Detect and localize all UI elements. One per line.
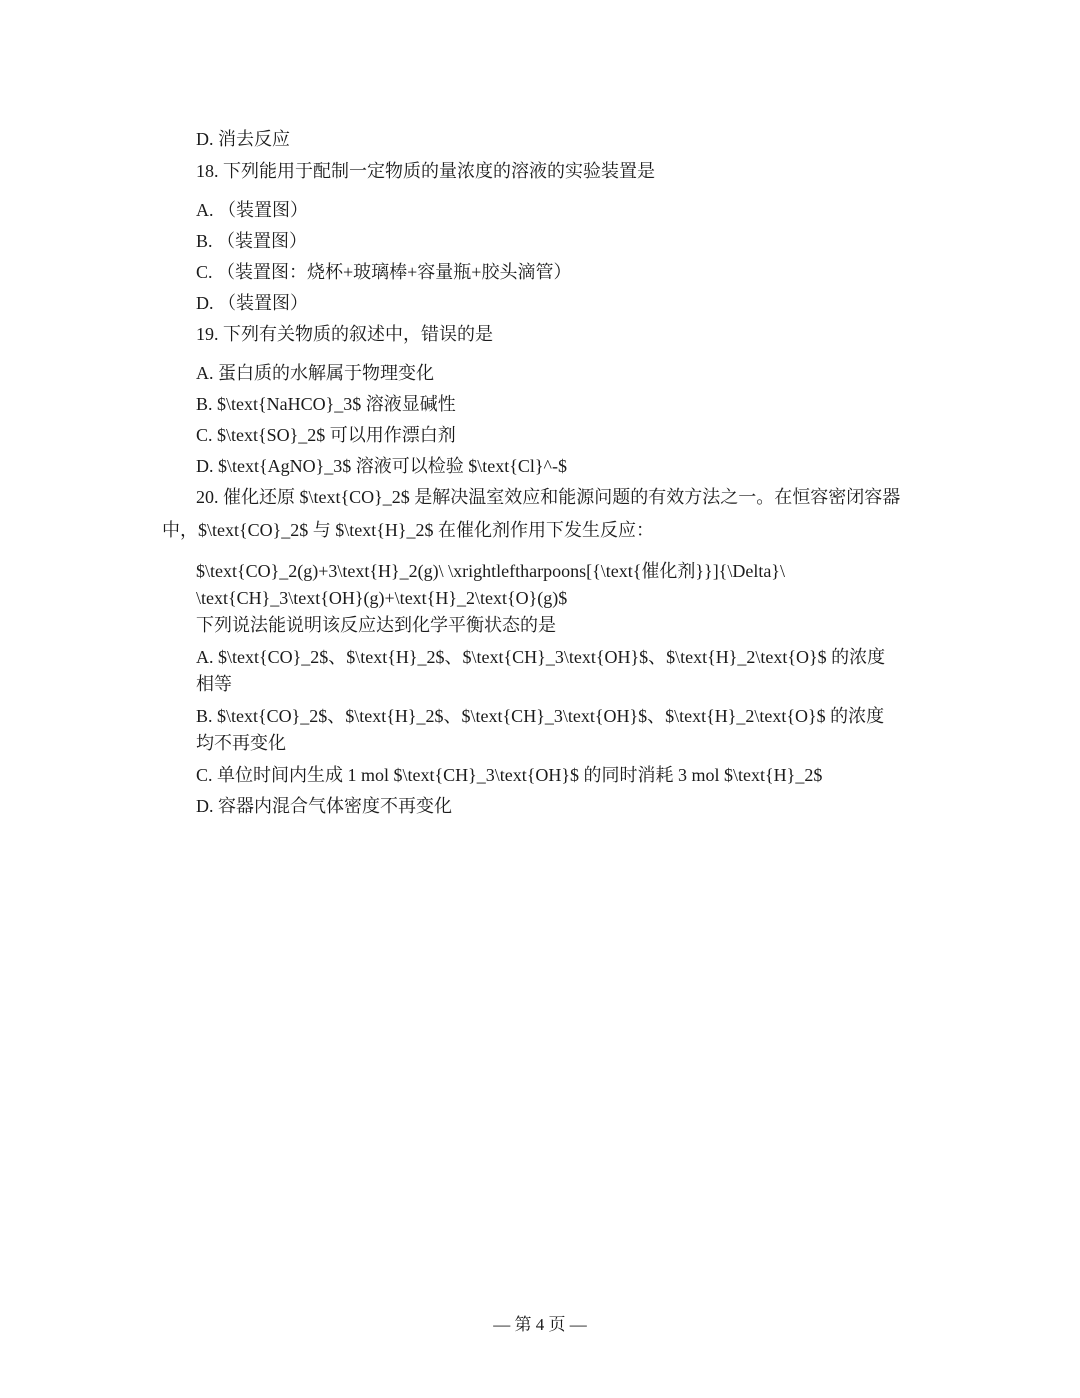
reaction-equation-line-2: \text{CH}_3\text{OH}(g)+\text{H}_2\text{O}(g)$ [196, 588, 568, 608]
option-18-c: C. （装置图：烧杯+玻璃棒+容量瓶+胶头滴管） [196, 262, 572, 282]
option-20-d: D. 容器内混合气体密度不再变化 [196, 796, 452, 816]
question-20-prompt: 下列说法能说明该反应达到化学平衡状态的是 [196, 615, 556, 635]
page-footer: — 第 4 页 — [493, 1315, 587, 1334]
option-20-a-line-2: 相等 [196, 674, 232, 694]
question-19: 19. 下列有关物质的叙述中，错误的是 [196, 324, 493, 344]
option-20-c: C. 单位时间内生成 1 mol $\text{CH}_3\text{OH}$ 的同时消耗 3 mol $\text{H}_2$ [196, 765, 823, 785]
option-18-b: B. （装置图） [196, 231, 308, 251]
option-19-c: C. $\text{SO}_2$ 可以用作漂白剂 [196, 425, 456, 445]
reaction-equation-line-1: $\text{CO}_2(g)+3\text{H}_2(g)\ \xrightleftharpoons[{\text{催化剂}}]{\Delta}\ [196, 561, 785, 581]
option-19-b: B. $\text{NaHCO}_3$ 溶液显碱性 [196, 394, 456, 414]
question-18: 18. 下列能用于配制一定物质的量浓度的溶液的实验装置是 [196, 161, 655, 181]
option-19-d: D. $\text{AgNO}_3$ 溶液可以检验 $\text{Cl}^-$ [196, 456, 567, 476]
option-19-a: A. 蛋白质的水解属于物理变化 [196, 363, 434, 383]
option-18-d: D. （装置图） [196, 293, 308, 313]
option-20-b-line-1: B. $\text{CO}_2$、$\text{H}_2$、$\text{CH}_3\text{OH}$、$\text{H}_2\text{O}$ 的浓度 [196, 706, 885, 726]
option-20-b-line-2: 均不再变化 [196, 733, 286, 753]
option-17-d: D. 消去反应 [196, 129, 290, 149]
option-20-a-line-1: A. $\text{CO}_2$、$\text{H}_2$、$\text{CH}_3\text{OH}$、$\text{H}_2\text{O}$ 的浓度 [196, 647, 886, 667]
option-18-a: A. （装置图） [196, 200, 308, 220]
question-20-line-1: 20. 催化还原 $\text{CO}_2$ 是解决温室效应和能源问题的有效方法之一。在恒容密闭容器 [196, 487, 901, 507]
question-20-line-2: 中，$\text{CO}_2$ 与 $\text{H}_2$ 在催化剂作用下发生反应： [162, 520, 655, 540]
